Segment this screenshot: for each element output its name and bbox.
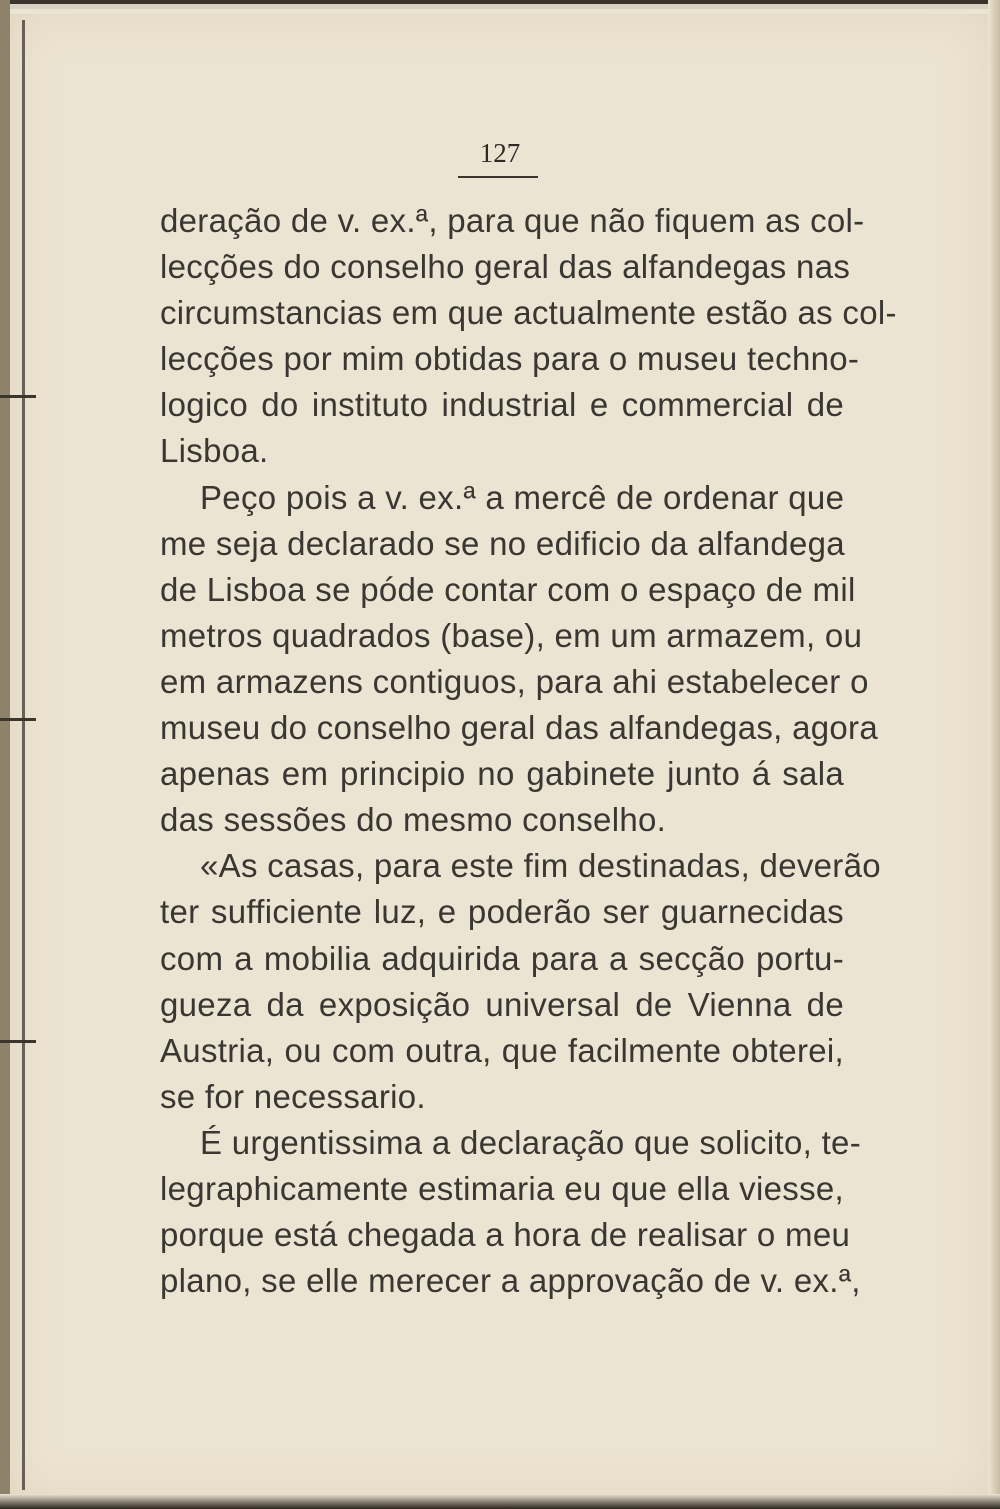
binding-mark bbox=[0, 718, 36, 721]
text-line: apenas em principio no gabinete junto á sala bbox=[160, 755, 844, 793]
text-line: se for necessario. bbox=[160, 1077, 426, 1115]
text-line: gueza da exposição universal de Vienna de bbox=[160, 985, 844, 1023]
page-bottom-edge bbox=[0, 1494, 1000, 1509]
text-line: em armazens contiguos, para ahi estabelecer o bbox=[160, 662, 869, 700]
binding-mark bbox=[0, 395, 36, 398]
page-top-edge bbox=[0, 0, 1000, 14]
paragraph bbox=[160, 198, 897, 475]
text-line: circumstancias em que actualmente estão as col- bbox=[160, 294, 897, 332]
text-line: com a mobilia adquirida para a secção portu- bbox=[160, 939, 844, 977]
paragraph bbox=[160, 843, 881, 1120]
page-number: 127 bbox=[479, 138, 521, 168]
text-line: ter sufficiente luz, e poderão ser guarnecidas bbox=[160, 893, 844, 931]
body-text bbox=[160, 198, 897, 1304]
text-line: metros quadrados (base), em um armazem, ou bbox=[160, 616, 863, 654]
text-line: plano, se elle merecer a approvação de v. ex.ª, bbox=[160, 1262, 861, 1300]
text-line: lecções do conselho geral das alfandegas nas bbox=[160, 248, 851, 286]
text-line: museu do conselho geral das alfandegas, agora bbox=[160, 709, 878, 747]
binding-mark bbox=[0, 1040, 36, 1043]
text-line: me seja declarado se no edificio da alfandega bbox=[160, 524, 845, 562]
binding-rule bbox=[22, 20, 25, 1490]
text-line: de Lisboa se póde contar com o espaço de mil bbox=[160, 570, 856, 608]
text-line: deração de v. ex.ª, para que não fiquem as col- bbox=[160, 202, 865, 239]
text-line: Austria, ou com outra, que facilmente obterei, bbox=[160, 1031, 844, 1069]
text-line: «As casas, para este fim destinadas, deverão bbox=[200, 847, 881, 885]
text-line: legraphicamente estimaria eu que ella viesse, bbox=[160, 1169, 844, 1207]
page-number-rule bbox=[458, 176, 538, 178]
paragraph bbox=[160, 475, 878, 844]
binding-spine bbox=[0, 0, 10, 1509]
text-line: porque está chegada a hora de realisar o meu bbox=[160, 1216, 851, 1254]
paragraph bbox=[160, 1120, 861, 1304]
text-line: Peço pois a v. ex.ª a mercê de ordenar que bbox=[200, 478, 845, 516]
text-line: Lisboa. bbox=[160, 432, 269, 470]
text-line: lecções por mim obtidas para o museu techno- bbox=[160, 340, 860, 378]
text-line: É urgentissima a declaração que solicito, te- bbox=[200, 1123, 861, 1161]
page-right-edge bbox=[988, 0, 1000, 1509]
text-line: das sessões do mesmo conselho. bbox=[160, 801, 667, 839]
text-line: logico do instituto industrial e commercial de bbox=[160, 386, 844, 424]
